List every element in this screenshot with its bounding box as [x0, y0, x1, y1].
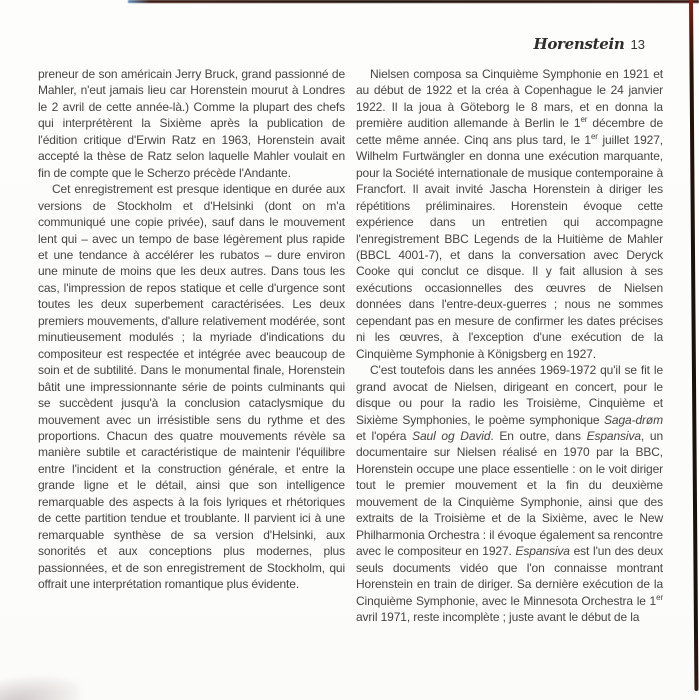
paragraph-text: et l'opéra: [356, 428, 413, 443]
text-column-left: [38, 66, 345, 625]
text-column-right: [356, 66, 663, 625]
page-header: [533, 35, 645, 54]
paragraph-text: er: [580, 115, 588, 125]
text-columns: [38, 66, 664, 625]
paragraph-text: Nielsen composa sa Cinquième Symphonie en 1921 et au début de 1922 et la créa à Copenhague le 24 janvier 1922. Il la joua à Göteborg le 8 mars, et en donna la première audition allemande à Berlin le 1: [356, 67, 663, 131]
paragraph-text: Espansiva: [586, 428, 641, 443]
paragraph-text: , un documentaire sur Nielsen réalisé en 1970 par la BBC, Horenstein occupe une place essentielle : on le voit diriger tout le premier mouvement et la fin du deuxième mouvement de la Cinquième Symphonie, ainsi que des extraits de la Troisième et de la Sixième, avec le New Philharmonia Orchestra : il évoque également sa rencontre avec le compositeur en 1927.: [356, 428, 663, 559]
scan-artifact-right-edge: [689, 0, 698, 691]
paragraph-text: preneur de son américain Jerry Bruck, grand passionné de Mahler, n'eut jamais lieu car Horenstein mourut à Londres le 2 avril de cette année-là.) Comme la plupart des chefs qui interprétèrent la Sixième après la publication de l'édition critique d'Erwin Ratz en 1963, Horenstein avait accepté la thèse de Ratz selon laquelle Mahler voulait en fin de compte que le Scherzo précède l'Andante.: [38, 67, 345, 180]
paragraph-text: Saul og David: [412, 428, 491, 443]
paragraph-text: avril 1971, reste incomplète ; juste avant le début de la: [356, 609, 640, 624]
paragraph: [356, 66, 663, 362]
paragraph-text: Cet enregistrement est presque identique en durée aux versions de Stockholm et d'Helsinki (dont on m'a communiqué une copie privée), sauf dans le mouvement lent qui – avec un tempo de base légèrement plus rapide et une tendance à accélérer les rubatos – dure environ une minute de moins que les deux autres. Dans tous les cas, l'impression de repos statique et celle d'urgence sont toutes les deux superbement caractérisées. Les deux premiers mouvements, d'allure relativement modérée, sont minutieusement modulés ; la myriade d'indications du compositeur est respectée et intégrée avec beaucoup de soin et de subtilité. Dans le monumental finale, Horenstein bâtit une impressionnante série de points culminants qui se succèdent jusqu'à la conclusion cataclysmique du mouvement avec un irrésistible sens du rythme et des proportions. Chacun des quatre mouvements révèle sa manière subtile et caractéristique de maintenir l'équilibre entre l'incident et la construction générale, et entre la grande ligne et le détail, ainsi que son intelligence remarquable des aspects à la fois lyriques et rhétoriques de cette partition tendue et troublante. Il parvient ici à une remarquable synthèse de sa version d'Helsinki, aux sonorités et aux conceptions plus modernes, plus passionnées, et de son enregistrement de Stockholm, qui offrait une interprétation romantique plus évidente.: [38, 182, 345, 592]
paragraph-text: Espansiva: [515, 544, 570, 559]
paragraph-text: er: [656, 592, 663, 602]
paragraph-text: décembre de cette même année. Cinq ans plus tard, le 1: [356, 116, 663, 147]
paragraph-text: Saga-drøm: [604, 412, 663, 427]
paragraph: [38, 66, 345, 181]
page-number: 13: [630, 37, 645, 52]
paragraph-text: juillet 1927, Wilhelm Furtwängler en donna une exécution marquante, pour la Société internationale de musique contemporaine à Francfort. Il avait invité Jascha Horenstein à diriger les répétitions préliminaires. Horenstein évoque cette expérience dans un entretien qui accompagne l'enregistrement BBC Legends de la Huitième de Mahler (BBCL 4001-7), et dans la conversation avec Deryck Cooke qui conclut ce disque. Il y fait allusion à ses exécutions occasionnelles des œuvres de Nielsen données dans l'entre-deux-guerres ; nous ne sommes cependant pas en mesure de confirmer les dates précises ni les œuvres, à l'exception d'une exécution de la Cinquième Symphonie à Königsberg en 1927.: [356, 132, 663, 361]
paragraph-text: est l'un des deux seuls documents vidéo que l'on connaisse montrant Horenstein en train de diriger. Sa dernière exécution de la Cinquième Symphonie, avec le Minnesota Orchestra le 1: [356, 544, 663, 608]
paragraph: [356, 362, 663, 625]
scan-artifact-top-edge: [128, 0, 699, 3]
paragraph-text: C'est toutefois dans les années 1969-1972 qu'il se fit le grand avocat de Nielsen, dirigeant en concert, pour le disque ou pour la radio les Troisième, Cinquième et Sixième Symphonies, le poème symphonique: [356, 363, 663, 427]
running-title: Horenstein: [533, 35, 625, 53]
paragraph-text: er: [590, 131, 598, 141]
paragraph-text: . En outre, dans: [490, 428, 587, 443]
paragraph: [38, 181, 345, 592]
scan-artifact-corner-smudge: [0, 670, 82, 700]
